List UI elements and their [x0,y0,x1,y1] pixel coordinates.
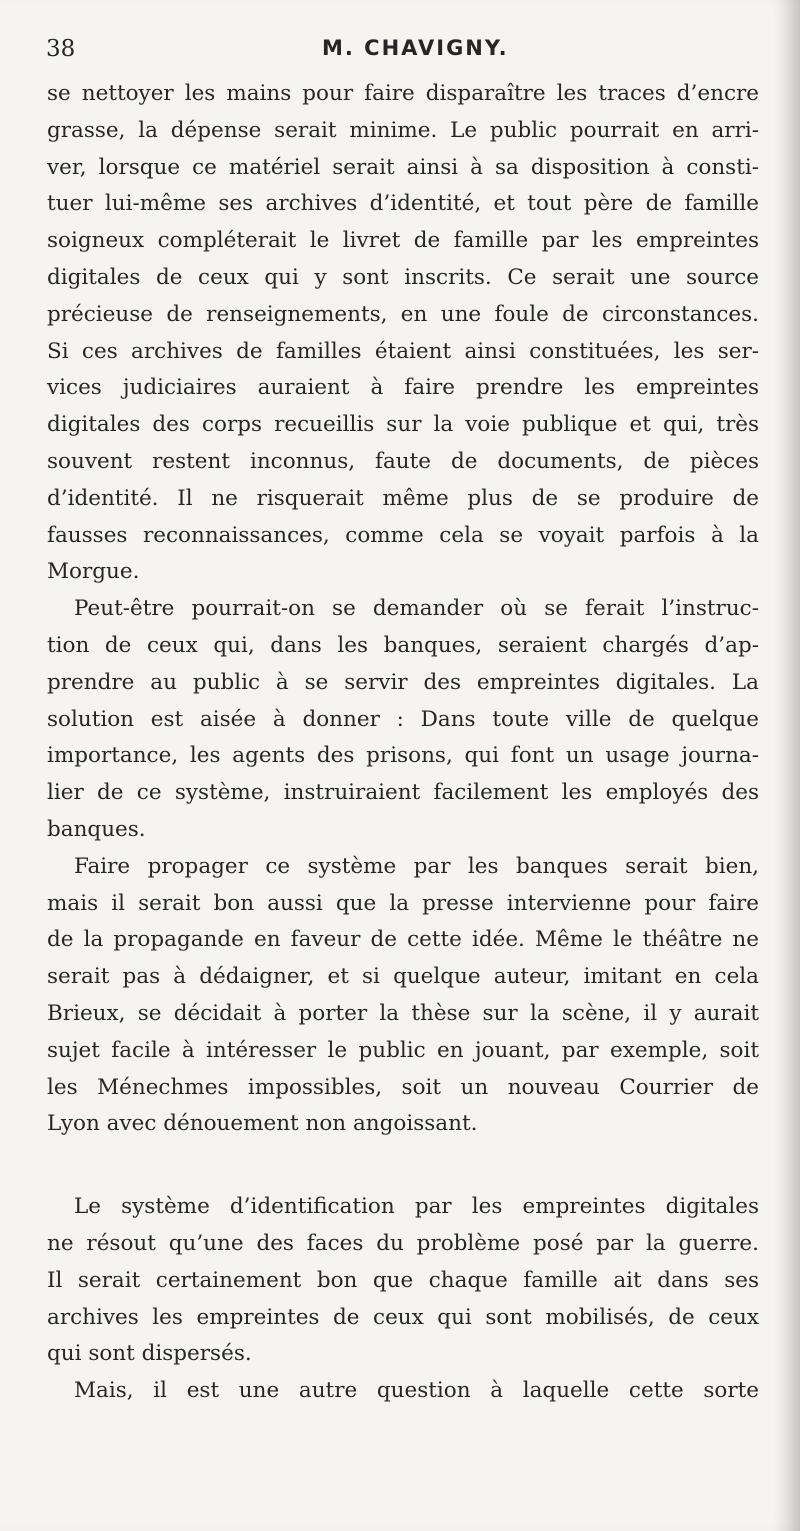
text-line: Si ces archives de familles étaient ainsi constituées, les ser- [47,338,759,364]
text-line: prendre au public à se servir des empreintes digitales. La [47,669,759,695]
section-break [47,1143,759,1189]
text-line: soigneux compléterait le livret de famille par les empreintes [47,228,759,254]
page-edge-shadow [774,0,800,1531]
page-text [47,76,759,1410]
text-line: banques. [47,816,146,842]
text-line: Le système d’identification par les empreintes digitales [74,1194,759,1220]
text-line: tuer lui-même ses archives d’identité, et tout père de famille [47,191,759,217]
text-line: de la propagande en faveur de cette idée. Même le théâtre ne [47,927,759,953]
text-line: Il serait certainement bon que chaque famille ait dans ses [47,1267,759,1293]
text-line: sujet facile à intéresser le public en jouant, par exemple, soit [47,1037,759,1063]
text-line: se nettoyer les mains pour faire disparaître les traces d’encre [47,81,759,106]
text-line: importance, les agents des prisons, qui font un usage journa- [47,743,759,769]
text-line: grasse, la dépense serait minime. Le public pourrait en arri- [47,117,759,143]
text-line: Brieux, se décidait à porter la thèse sur la scène, il y aurait [47,1000,759,1026]
text-line: solution est aisée à donner : Dans toute ville de quelque [47,706,759,732]
text-line: Faire propager ce système par les banques serait bien, [74,853,759,879]
text-line: digitales de ceux qui y sont inscrits. Ce serait une source [47,264,759,290]
text-line: lier de ce système, instruiraient facilement les employés des [47,780,759,806]
paragraph [47,1373,759,1410]
text-line: Morgue. [47,559,140,585]
page-number: 38 [46,36,76,62]
running-head: M. CHAVIGNY. [322,36,509,60]
text-line: les Ménechmes impossibles, soit un nouveau Courrier de [47,1074,759,1100]
text-line: d’identité. Il ne risquerait même plus de se produire de [47,485,759,511]
text-line: mais il serait bon aussi que la presse intervienne pour faire [47,890,759,916]
text-line: tion de ceux qui, dans les banques, seraient chargés d’ap- [47,632,759,658]
paragraph [47,1189,759,1373]
paragraph [47,591,759,849]
text-line: Peut-être pourrait-on se demander où se ferait l’instruc- [74,596,759,622]
text-line: vices judiciaires auraient à faire prendre les empreintes [47,375,759,401]
text-line: qui sont dispersés. [47,1341,252,1367]
text-line: fausses reconnaissances, comme cela se voyait parfois à la [47,522,759,548]
text-line: digitales des corps recueillis sur la voie publique et qui, très [47,412,759,438]
text-line: archives les empreintes de ceux qui sont mobilisés, de ceux [47,1304,759,1330]
paragraph [47,76,759,591]
text-line: Mais, il est une autre question à laquelle cette sorte [74,1378,759,1404]
text-line: précieuse de renseignements, en une foule de circonstances. [47,301,759,327]
text-line: Lyon avec dénouement non angoissant. [47,1111,478,1137]
text-line: ne résout qu’une des faces du problème posé par la guerre. [47,1230,759,1256]
paragraph [47,849,759,1143]
text-line: ver, lorsque ce matériel serait ainsi à sa disposition à consti- [47,154,759,180]
text-line: souvent restent inconnus, faute de documents, de pièces [47,448,759,474]
text-line: serait pas à dédaigner, et si quelque auteur, imitant en cela [47,964,759,990]
